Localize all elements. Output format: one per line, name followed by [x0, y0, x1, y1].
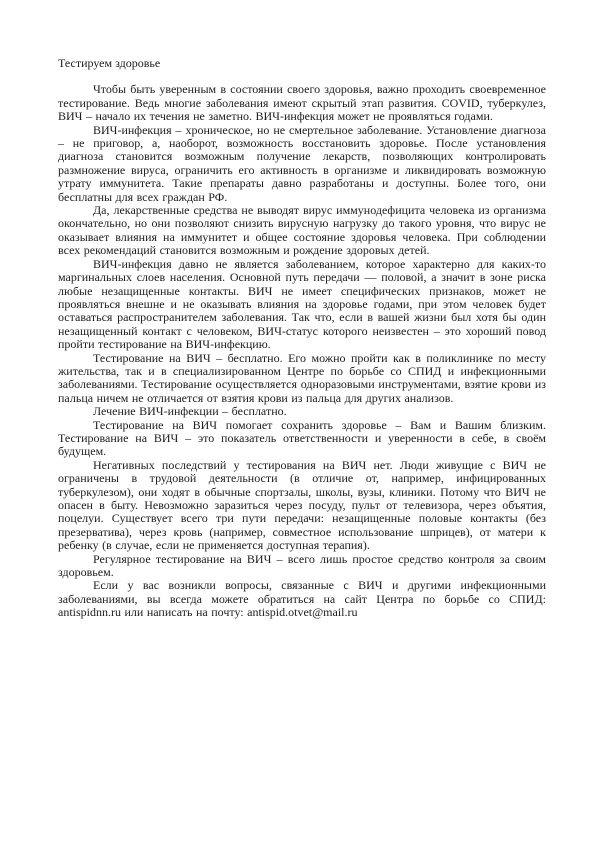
paragraph-intro: Чтобы быть уверенным в состоянии своего здоровья, важно проходить своевременное тестирование. Ведь многие заболевания имеют скрытый этап развития. COVID, туберкулез, ВИЧ – начало их течения не заметно. ВИЧ-инфекция может не проявляться годами. — [58, 82, 546, 124]
document-title: Тестируем здоровье — [58, 56, 161, 70]
paragraph-testing-free: Тестирование на ВИЧ – бесплатно. Его можно пройти как в поликлинике по месту жительства, так и в специализированном Центре по борьбе со СПИД и инфекционными заболеваниями. Тестирование осуществляется одноразовыми инструментами, взятие крови из пальца ничем не отличается от взятия крови из пальца для других анализов. — [58, 350, 546, 405]
paragraph-contacts: Если у вас возникли вопросы, связанные с ВИЧ и другими инфекционными заболеваниями, вы всегда можете обратиться на сайт Центра по борьбе со СПИД: antispidnn.ru или написать на почту: antispid.otvet@mail.ru — [58, 578, 546, 620]
paragraph-testing-responsibility: Тестирование на ВИЧ помогает сохранить здоровье – Вам и Вашим близким. Тестирование на ВИЧ – это показатель ответственности и уверенности в себе, в своём будущем. — [58, 417, 546, 459]
document-body — [58, 83, 546, 619]
paragraph-treatment-free: Лечение ВИЧ-инфекции – бесплатно. — [93, 404, 287, 419]
paragraph-hiv-chronic: ВИЧ-инфекция – хроническое, но не смертельное заболевание. Установление диагноза – не приговор, а, наоборот, возможность восстановить здоровье. После установления диагноза становится возможным получение лекарств, позволяющих контролировать размножение вируса, ограничить его активность в организме и ликвидировать возможную утрату иммунитета. Такие препараты давно разработаны и доступны. Более того, они бесплатны для всех граждан РФ. — [58, 122, 546, 204]
paragraph-regular-testing: Регулярное тестирование на ВИЧ – всего лишь простое средство контроля за своим здоровьем. — [58, 551, 546, 580]
paragraph-medicines: Да, лекарственные средства не выводят вирус иммунодефицита человека из организма окончательно, но они позволяют снизить вирусную нагрузку до такого уровня, что вирус не оказывает влияния на иммунитет и общее состояние здоровья человека. При соблюдении всех рекомендаций становится возможным и рождение здоровых детей. — [58, 203, 546, 258]
paragraph-transmission-risk: ВИЧ-инфекция давно не является заболеванием, которое характерно для каких-то маргинальных слоев населения. Основной путь передачи — половой, а значит в зоне риска любые незащищенные контакты. ВИЧ не имеет специфических признаков, может не проявляться внешне и не оказывать влияния на здоровье годами, при этом человек будет оставаться распространителем заболевания. Так что, если в вашей жизни был хотя бы один незащищенный контакт с человеком, ВИЧ-статус которого неизвестен – это хороший повод пройти тестирование на ВИЧ-инфекцию. — [58, 256, 546, 352]
paragraph-no-negative-consequences: Негативных последствий у тестирования на ВИЧ нет. Люди живущие с ВИЧ не ограничены в трудовой деятельности (в отличие от, например, инфицированных туберкулезом), они ходят в обычные спортзалы, школы, вузы, клиники. Потому что ВИЧ не опасен в быту. Невозможно заразиться через посуду, пульт от телевизора, через объятия, поцелуи. Существует всего три пути передачи: незащищенные половые контакты (без презерватива), через кровь (например, совместное использование шприцев), от матери к ребенку (в случае, если не применяется доступная терапия). — [58, 457, 546, 553]
